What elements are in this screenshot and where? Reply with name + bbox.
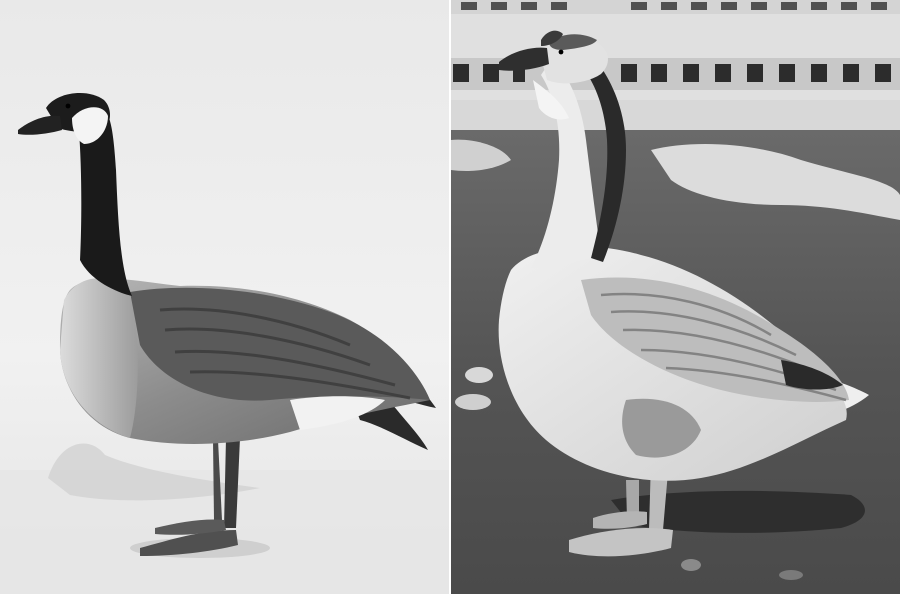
right-photo-panel bbox=[451, 0, 900, 594]
snow-patch-small-1 bbox=[465, 367, 493, 383]
fence-posts-top bbox=[461, 2, 887, 10]
chinese-goose-photo bbox=[451, 0, 900, 594]
snow-patch-small-2 bbox=[455, 394, 491, 410]
left-photo-panel bbox=[0, 0, 449, 594]
snow-patch-small-3 bbox=[681, 559, 701, 571]
fence-base bbox=[451, 100, 900, 130]
goose-shadow bbox=[611, 491, 865, 533]
goose-eye bbox=[66, 104, 71, 109]
canada-goose-photo bbox=[0, 0, 449, 594]
snow-patch-small-4 bbox=[779, 570, 803, 580]
goose-eye bbox=[559, 50, 564, 55]
